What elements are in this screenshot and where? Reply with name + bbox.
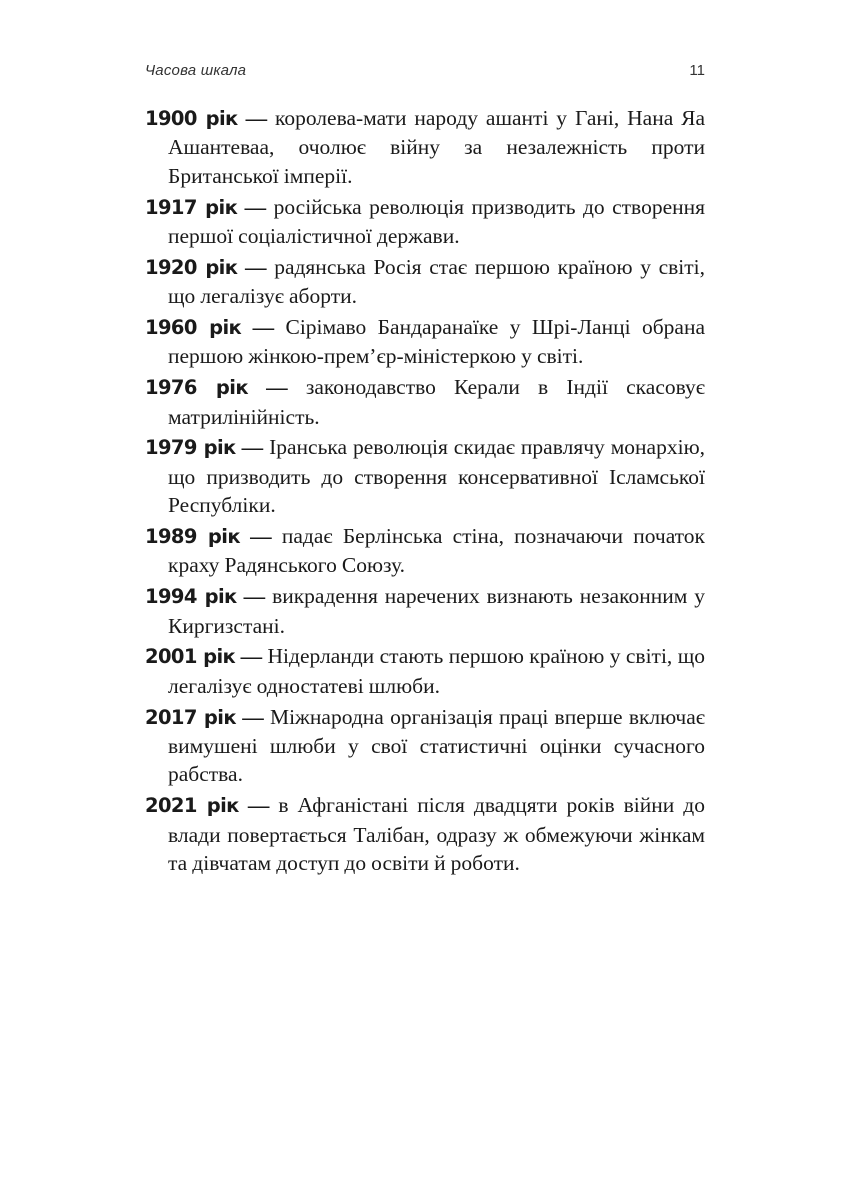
- entry-year: 1917 рік: [145, 195, 238, 219]
- timeline-entry: [145, 433, 705, 519]
- entry-dash: —: [241, 435, 264, 460]
- entry-year: 2001 рік: [145, 645, 236, 669]
- timeline-entry: [145, 253, 705, 311]
- timeline-entry: [145, 313, 705, 371]
- entry-text: падає Берлінська стіна, позначаючи початок краху Радянського Союзу.: [168, 524, 705, 578]
- entry-year: 2017 рік: [145, 705, 236, 729]
- entry-text: Сірімаво Бандаранаїке у Шрі-Ланці обрана першою жінкою-прем’єр-міністеркою у світі.: [168, 315, 705, 369]
- entry-dash: —: [252, 315, 275, 340]
- timeline-entry: [145, 193, 705, 251]
- entry-text: російська революція призводить до створення першої соціалістичної держави.: [168, 194, 706, 249]
- timeline-entry: [145, 582, 705, 640]
- timeline-entry: [145, 104, 705, 190]
- entry-dash: —: [245, 254, 267, 279]
- timeline-entry: [145, 791, 705, 877]
- page-number: 11: [689, 62, 705, 79]
- timeline-entry: [145, 522, 705, 580]
- entry-text: Іранська революція скидає правлячу монархію, що призводить до створення консервативної Ісламської Республіки.: [168, 435, 706, 518]
- entry-dash: —: [240, 644, 263, 669]
- entry-year: 1960 рік: [145, 316, 242, 340]
- entry-dash: —: [242, 704, 264, 729]
- entry-dash: —: [250, 524, 272, 549]
- timeline-list: [145, 104, 705, 880]
- entry-text: Нідерланди стають першою країною у світі, що легалізує одностатеві шлюби.: [168, 644, 706, 698]
- entry-text: викрадення наречених визнають незаконним у Киргизстані.: [168, 584, 706, 638]
- entry-dash: —: [245, 106, 268, 130]
- timeline-entry: [145, 373, 705, 431]
- entry-text: радянська Росія стає першою країною у світі, що легалізує аборти.: [168, 254, 706, 309]
- entry-dash: —: [247, 793, 270, 818]
- entry-year: 1989 рік: [145, 525, 240, 549]
- timeline-entry: [145, 703, 705, 789]
- entry-dash: —: [244, 194, 267, 219]
- entry-year: 2021 рік: [145, 794, 239, 818]
- entry-year: 1979 рік: [145, 436, 236, 460]
- entry-dash: —: [266, 375, 288, 400]
- entry-year: 1900 рік: [145, 107, 238, 130]
- entry-text: королева-мати народу ашанті у Гані, Нана Яа Ашантеваа, очолює війну за незалежність проти Британської імперії.: [168, 106, 706, 188]
- entry-year: 1994 рік: [145, 585, 237, 609]
- entry-text: Міжнародна організація праці вперше включає вимушені шлюби у свої статистичні оцінки сучасного рабства.: [168, 704, 705, 787]
- entry-text: в Афганістані після двадцяти років війни до влади повертається Талібан, одразу ж обмежуючи жінкам та дівчатам доступ до освіти й роботи.: [168, 793, 705, 876]
- entry-year: 1976 рік: [145, 376, 248, 400]
- entry-year: 1920 рік: [145, 255, 238, 279]
- timeline-entry: [145, 642, 705, 700]
- running-title: Часова шкала: [145, 62, 247, 79]
- entry-text: законодавство Керали в Індії скасовує матрилінійність.: [168, 375, 706, 429]
- entry-dash: —: [243, 584, 266, 609]
